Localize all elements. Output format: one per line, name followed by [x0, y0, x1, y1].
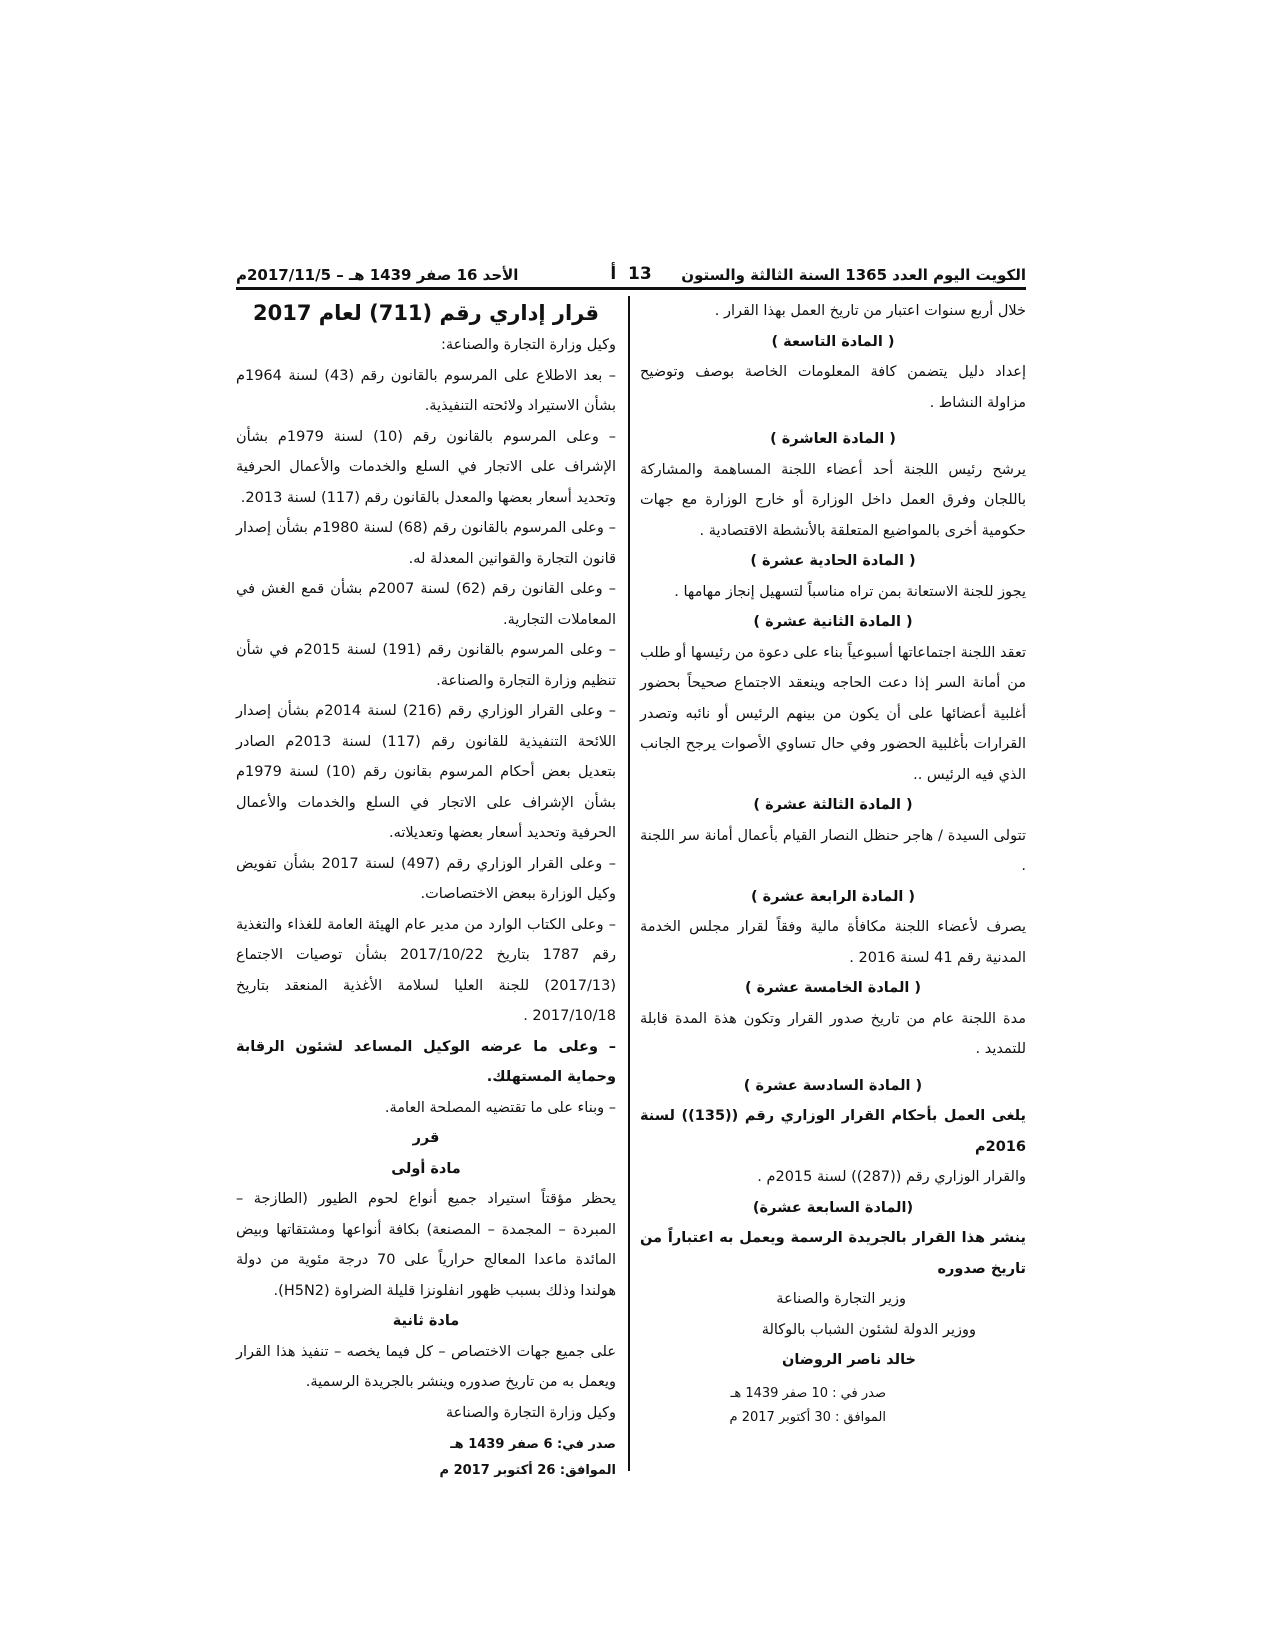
article-heading: مادة أولى: [391, 1160, 461, 1177]
clause: – وبناء على ما تقتضيه المصلحة العامة.: [384, 1099, 616, 1116]
paragraph: يصرف لأعضاء اللجنة مكافأة مالية وفقاً لقرار مجلس الخدمة المدنية رقم 41 لسنة 2016 .: [640, 919, 1026, 966]
article-heading: ( المادة الرابعة عشرة ): [750, 888, 916, 905]
header-page-number: [601, 264, 661, 284]
paragraph: والقرار الوزاري رقم ((287)) لسنة 2015م .: [757, 1169, 1026, 1185]
issue-date: صدر في : 10 صفر 1439 هـ: [730, 1385, 886, 1401]
clause: – وعلى ما عرضه الوكيل المساعد لشئون الرقابة وحماية المستهلك.: [236, 1038, 616, 1085]
article-heading: مادة ثانية: [392, 1313, 460, 1329]
article-heading: ( المادة الحادية عشرة ): [750, 553, 916, 569]
article-heading: ( المادة الثالثة عشرة ): [753, 797, 913, 813]
paragraph: إعداد دليل يتضمن كافة المعلومات الخاصة بوصف وتوضيح مزاولة النشاط .: [640, 364, 1026, 411]
page-number: 13: [628, 264, 652, 284]
decided-heading: قرر: [412, 1130, 440, 1146]
paragraph: مدة اللجنة عام من تاريخ صدور القرار وتكون هذة المدة قابلة للتمديد .: [640, 1010, 1026, 1057]
page-header: [236, 258, 1026, 284]
article-heading: ( المادة التاسعة ): [771, 333, 895, 350]
issue-date-gregorian: الموافق: 26 أكتوبر 2017 م: [439, 1463, 616, 1478]
article-heading: (المادة السابعة عشرة): [752, 1199, 914, 1216]
article-heading: ( المادة الخامسة عشرة ): [744, 980, 922, 996]
paragraph: تتولى السيدة / هاجر حنظل النصار القيام بأعمال أمانة سر اللجنة .: [640, 827, 1026, 874]
paragraph: ينشر هذا القرار بالجريدة الرسمة ويعمل به اعتباراً من تاريخ صدوره: [640, 1230, 1026, 1277]
paragraph: يحظر مؤقتاً استيراد جميع أنواع لحوم الطيور (الطازجة – المبردة – المجمدة – المصنعة) بكافة أنواعها ومشتقاتها وبيض المائدة ماعدا المعالج حرارياً على 70 درجة مئوية من دولة هولندا وذلك بسبب ظهور انفلونزا قليلة الضراوة (H5N2).: [236, 1191, 616, 1299]
article-heading: ( المادة السادسة عشرة ): [743, 1077, 923, 1094]
clause: – وعلى القرار الوزاري رقم (497) لسنة 2017 بشأن تفويض وكيل الوزارة ببعض الاختصاصات.: [236, 855, 616, 902]
header-issue: الكويت اليوم العدد 1365 السنة الثالثة والستون: [681, 266, 1026, 284]
header-rule: [236, 287, 1026, 290]
paragraph: يرشح رئيس اللجنة أحد أعضاء اللجنة المساهمة والمشاركة باللجان وفرق العمل داخل الوزارة أو خارج الوزارة مع جهات حكومية أخرى بالمواضيع المتعلقة بالأنشطة الاقتصادية .: [640, 461, 1026, 539]
article-heading: ( المادة العاشرة ): [770, 431, 896, 447]
left-column: [236, 296, 616, 1484]
signature-title: ووزير الدولة لشئون الشباب بالوكالة: [761, 1321, 976, 1338]
issue-date: صدر في: 6 صفر 1439 هـ: [450, 1437, 616, 1452]
clause: – وعلى المرسوم بالقانون رقم (68) لسنة 1980م بشأن إصدار قانون التجارة والقوانين المعدلة له.: [236, 520, 616, 567]
paragraph: وكيل وزارة التجارة والصناعة:: [440, 337, 616, 353]
paragraph: يجوز للجنة الاستعانة بمن تراه مناسباً لتسهيل إنجاز مهامها .: [674, 583, 1026, 600]
clause: – وعلى الكتاب الوارد من مدير عام الهيئة العامة للغذاء والتغذية رقم 1787 بتاريخ 2017/10/22 بشأن توصيات الاجتماع (2017/13) للجنة العليا لسلامة الأغذية المنعقد بتاريخ 2017/10/18 .: [236, 916, 616, 1024]
clause: – وعلى القانون رقم (62) لسنة 2007م بشأن قمع الغش في المعاملات التجارية.: [236, 581, 616, 628]
paragraph: يلغى العمل بأحكام القرار الوزاري رقم ((135)) لسنة 2016م: [640, 1108, 1027, 1155]
paragraph: خلال أربع سنوات اعتبار من تاريخ العمل بهذا القرار .: [714, 303, 1026, 319]
clause: – وعلى المرسوم بالقانون رقم (191) لسنة 2015م في شأن تنظيم وزارة التجارة والصناعة.: [236, 642, 616, 689]
clause: – وعلى القرار الوزاري رقم (216) لسنة 2014م بشأن إصدار اللائحة التنفيذية للقانون رقم (117) لسنة 2013م الصادر بتعديل بعض أحكام المرسوم بقانون رقم (10) لسنة 1979م بشأن الإشراف على الاتجار في السلع والخدمات والأعمال الحرفية وتحديد أسعار بعضها وتعديلاته.: [236, 703, 616, 841]
column-divider: [628, 296, 630, 1471]
header-date: الأحد 16 صفر 1439 هـ – 2017/11/5م: [236, 266, 519, 284]
clause: – وعلى المرسوم بالقانون رقم (10) لسنة 1979م بشأن الإشراف على الاتجار في السلع والخدمات والأعمال الحرفية وتحديد أسعار بعضها والمعدل بالقانون رقم (117) لسنة 2013.: [236, 428, 616, 506]
article-heading: ( المادة الثانية عشرة ): [753, 614, 913, 630]
paragraph: على جميع جهات الاختصاص – كل فيما يخصه – تنفيذ هذا القرار ويعمل به من تاريخ صدوره وينشر بالجريدة الرسمية.: [236, 1343, 616, 1390]
issue-date-gregorian: الموافق : 30 أكتوبر 2017 م: [729, 1409, 886, 1425]
right-column: [640, 296, 1026, 1430]
paragraph: تعقد اللجنة اجتماعاتها أسبوعياً بناء على دعوة من رئيسها أو طلب من أمانة السر إذا دعت الحاجه وينعقد الاجتماع صحيحاً بحضور أغلبية أعضائها على أن يكون من بينهم الرئيس أو نائبه وتصدر القرارات بأغلبية الحضور وفي حال تساوي الأصوات يرجح الجانب الذي فيه الرئيس ..: [640, 644, 1026, 783]
page-letter: أ: [610, 264, 617, 284]
signature-name: خالد ناصر الروضان: [781, 1352, 916, 1368]
signature-title: وكيل وزارة التجارة والصناعة: [445, 1404, 616, 1421]
signature-title: وزير التجارة والصناعة: [776, 1291, 906, 1307]
decision-title: قرار إداري رقم (711) لعام 2017: [253, 301, 599, 325]
clause: – بعد الاطلاع على المرسوم بالقانون رقم (43) لسنة 1964م بشأن الاستيراد ولائحته التنفيذية.: [236, 367, 616, 414]
